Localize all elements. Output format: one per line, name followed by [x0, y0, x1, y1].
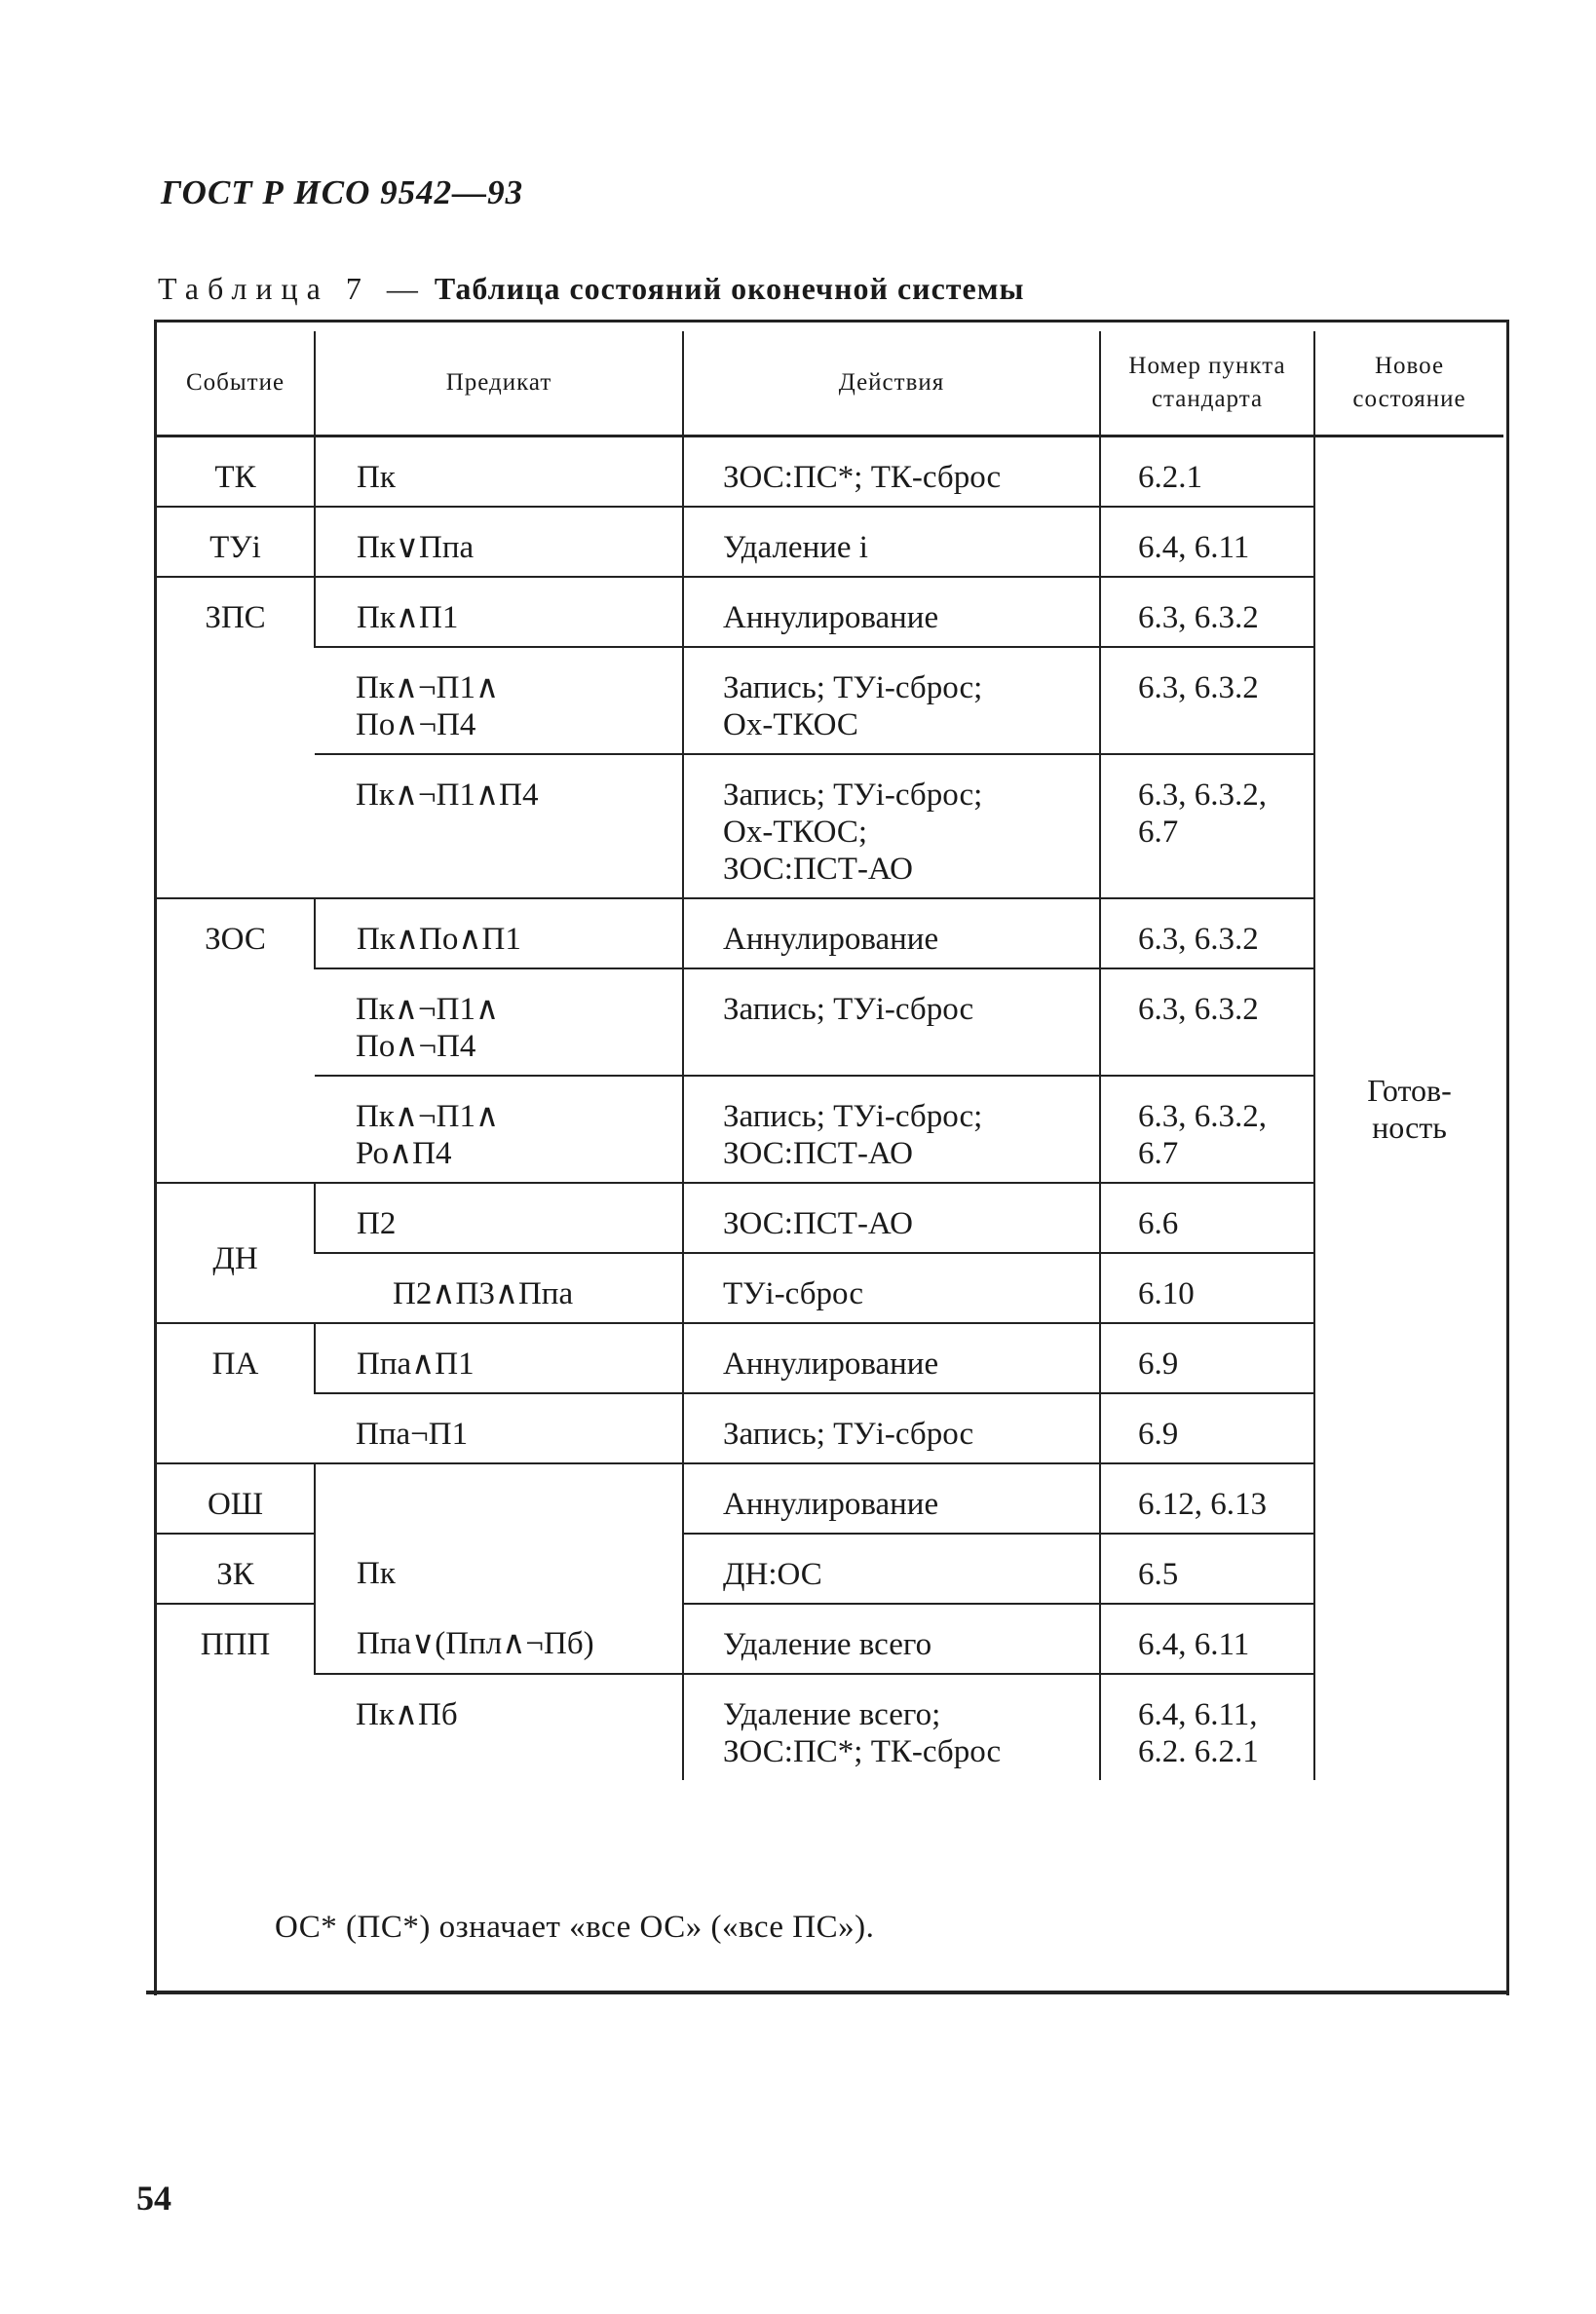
- clause-cell: 6.3, 6.3.2, 6.7: [1100, 1076, 1314, 1183]
- table-row: [157, 968, 1503, 1076]
- header-new-state: Новое состояние: [1314, 331, 1503, 436]
- clause-cell: 6.3, 6.3.2: [1100, 968, 1314, 1076]
- actions-cell: ЗОС:ПС*; ТК-сброс: [683, 436, 1100, 508]
- table-row: [157, 1253, 1503, 1323]
- actions-cell: Аннулирование: [683, 577, 1100, 647]
- predicate-cell: П2∧П3∧Ппа: [315, 1253, 683, 1323]
- header-actions: Действия: [683, 331, 1100, 436]
- table-caption-title: Таблица состояний оконечной системы: [434, 271, 1025, 306]
- predicate-cell: П2: [315, 1183, 683, 1253]
- actions-cell: ЗОС:ПСТ-АО: [683, 1183, 1100, 1253]
- event-cell: ЗОС: [157, 898, 315, 1183]
- predicate-cell: Пк: [315, 1534, 683, 1604]
- event-cell: ТУi: [157, 507, 315, 577]
- table-row: [157, 647, 1503, 754]
- table-top-rule: [154, 320, 1506, 322]
- actions-cell: Удаление всего; ЗОС:ПС*; ТК-сброс: [683, 1674, 1100, 1780]
- table-row: [157, 754, 1503, 898]
- predicate-cell: Пк∨Ппа: [315, 507, 683, 577]
- predicate-cell: Ппа¬П1: [315, 1393, 683, 1463]
- predicate-cell: Пк∧¬П1∧ По∧¬П4: [315, 647, 683, 754]
- actions-cell: Аннулирование: [683, 1463, 1100, 1534]
- table-row: [157, 1323, 1503, 1393]
- event-cell: ЗПС: [157, 577, 315, 898]
- predicate-cell: Пк∧¬П1∧П4: [315, 754, 683, 898]
- event-cell: ПА: [157, 1323, 315, 1463]
- event-cell: ЗК: [157, 1534, 315, 1604]
- actions-cell: Запись; ТУi-сброс; Ох-ТКОС: [683, 647, 1100, 754]
- predicate-cell: Ппа∧П1: [315, 1323, 683, 1393]
- new-state-cell: Готов- ность: [1314, 436, 1503, 1781]
- event-cell: ОШ: [157, 1463, 315, 1534]
- clause-cell: 6.4, 6.11: [1100, 507, 1314, 577]
- predicate-cell: Пк∧Пб: [356, 1697, 458, 1732]
- header-event: Событие: [157, 331, 315, 436]
- table-footnote: ОС* (ПС*) означает «все ОС» («все ПС»).: [275, 1910, 875, 1945]
- clause-cell: 6.9: [1100, 1323, 1314, 1393]
- event-cell: ППП: [200, 1627, 271, 1662]
- table-row: [157, 1393, 1503, 1463]
- actions-cell: Запись; ТУi-сброс; Ох-ТКОС; ЗОС:ПСТ-АО: [683, 754, 1100, 898]
- table-row: [157, 507, 1503, 577]
- predicate-cell: Пк∧П1: [315, 577, 683, 647]
- actions-cell: Удаление i: [683, 507, 1100, 577]
- clause-cell: 6.3, 6.3.2: [1100, 647, 1314, 754]
- table-row: [157, 436, 1503, 508]
- page-number: 54: [136, 2179, 171, 2218]
- event-cell: ТК: [157, 436, 315, 508]
- actions-cell: Запись; ТУi-сброс: [683, 968, 1100, 1076]
- predicate-cell: Ппа∨(Ппл∧¬Пб): [315, 1604, 683, 1674]
- state-table: [157, 331, 1503, 1780]
- table-row: [157, 898, 1503, 968]
- table-header-row: [157, 331, 1503, 436]
- table-row: [157, 1604, 1503, 1674]
- header-clause: Номер пункта стандарта: [1100, 331, 1314, 436]
- predicate-cell: Пк∧По∧П1: [315, 898, 683, 968]
- table-row: [157, 1076, 1503, 1183]
- document-id-header: ГОСТ Р ИСО 9542—93: [161, 173, 524, 211]
- predicate-cell: Пк∧¬П1∧ Ро∧П4: [315, 1076, 683, 1183]
- clause-cell: 6.3, 6.3.2: [1100, 577, 1314, 647]
- table-bottom-rule: [146, 1991, 1506, 1994]
- clause-cell: 6.12, 6.13: [1100, 1463, 1314, 1534]
- predicate-cell: Пк∧¬П1∧ По∧¬П4: [315, 968, 683, 1076]
- actions-cell: Запись; ТУi-сброс: [683, 1393, 1100, 1463]
- table-row: [157, 577, 1503, 647]
- actions-cell: ДН:ОС: [683, 1534, 1100, 1604]
- clause-cell: 6.2.1: [1100, 436, 1314, 508]
- clause-cell: 6.3, 6.3.2, 6.7: [1100, 754, 1314, 898]
- table-row: [157, 1463, 1503, 1534]
- predicate-cell: [315, 1463, 683, 1534]
- table-row: [157, 1183, 1503, 1253]
- actions-cell: Удаление всего: [683, 1604, 1100, 1674]
- table-row: [157, 1674, 1503, 1780]
- event-cell: ДН: [157, 1183, 315, 1323]
- actions-cell: ТУi-сброс: [683, 1253, 1100, 1323]
- header-predicate: Предикат: [315, 331, 683, 436]
- actions-cell: Аннулирование: [683, 898, 1100, 968]
- table-caption-label: Таблица 7 —: [158, 271, 427, 306]
- clause-cell: 6.9: [1100, 1393, 1314, 1463]
- actions-cell: Аннулирование: [683, 1323, 1100, 1393]
- table-row: [157, 1534, 1503, 1604]
- predicate-cell: Пк: [315, 436, 683, 508]
- clause-cell: 6.10: [1100, 1253, 1314, 1323]
- clause-cell: 6.3, 6.3.2: [1100, 898, 1314, 968]
- actions-cell: Запись; ТУi-сброс; ЗОС:ПСТ-АО: [683, 1076, 1100, 1183]
- clause-cell: 6.6: [1100, 1183, 1314, 1253]
- table-caption: [158, 271, 1024, 307]
- clause-cell: 6.5: [1100, 1534, 1314, 1604]
- clause-cell: 6.4, 6.11: [1100, 1604, 1314, 1674]
- clause-cell: 6.4, 6.11, 6.2. 6.2.1: [1100, 1674, 1314, 1780]
